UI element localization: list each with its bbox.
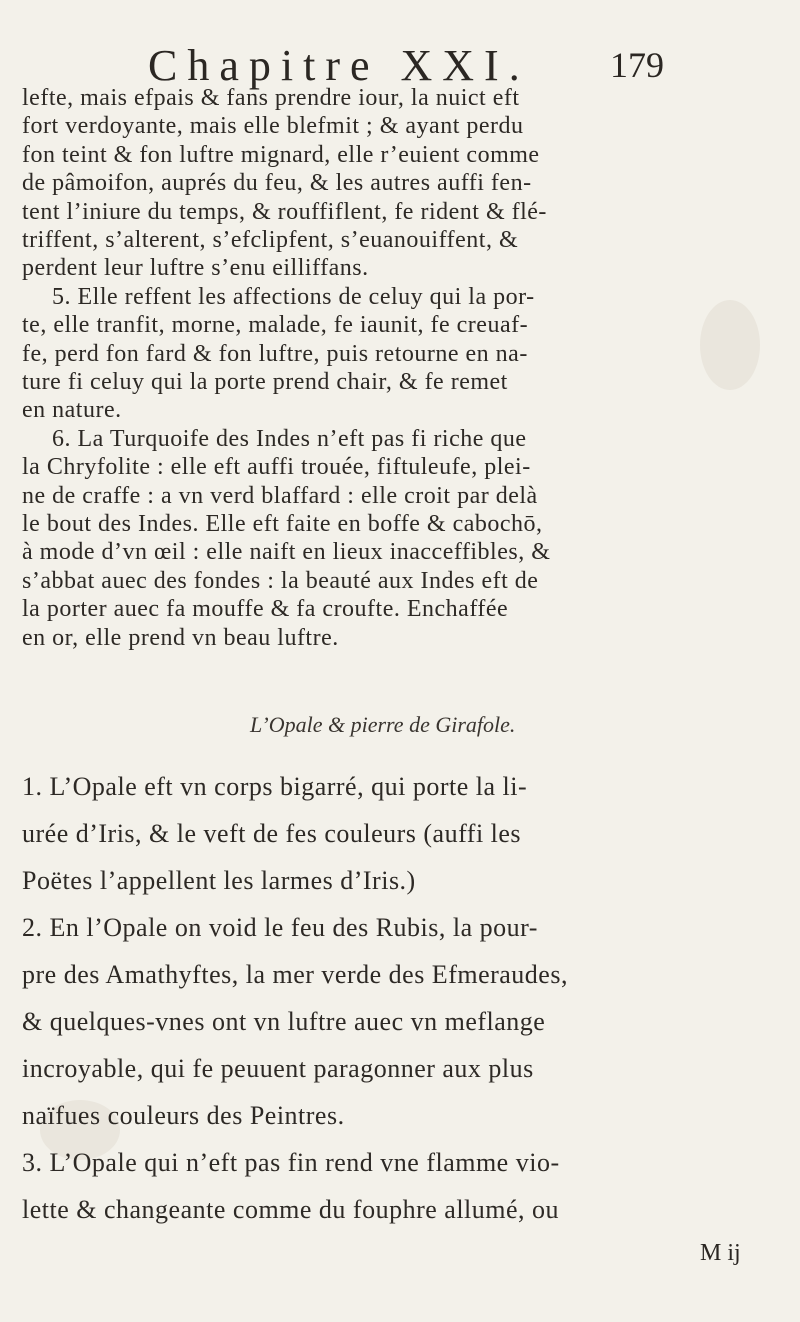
section-title: L’Opale & pierre de Girafole. <box>250 712 516 737</box>
text-line: de pâmoifon, auprés du feu, & les autres auffi fen- <box>22 170 532 197</box>
text-line: urée d’Iris, & le veft de fes couleurs (auffi les <box>22 819 522 848</box>
text-line: à mode d’vn œil : elle naift en lieux inacceffibles, & <box>22 539 551 566</box>
text-line: lette & changeante comme du fouphre allumé, ou <box>22 1195 560 1224</box>
text-line: naïfues couleurs des Peintres. <box>22 1101 345 1130</box>
text-line: 6. La Turquoife des Indes n’eft pas fi riche que <box>52 425 527 452</box>
text-line: s’abbat auec des fondes : la beauté aux Indes eft de <box>22 567 539 594</box>
text-line: en or, elle prend vn beau luftre. <box>22 624 339 651</box>
text-line: Poëtes l’appellent les larmes d’Iris.) <box>22 866 416 895</box>
text-line: la porter auec fa mouffe & fa croufte. Enchaffée <box>22 596 509 623</box>
paper-stain <box>700 300 760 390</box>
chapter-heading: Chapitre XXI. <box>148 41 530 90</box>
text-line: lefte, mais efpais & fans prendre iour, la nuict eft <box>22 85 520 111</box>
text-line: & quelques-vnes ont vn luftre auec vn meflange <box>22 1007 546 1036</box>
text-line: le bout des Indes. Elle eft faite en boffe & cabochō, <box>22 511 543 537</box>
text-line: incroyable, qui fe peuuent paragonner aux plus <box>22 1054 534 1083</box>
text-line: ne de craffe : a vn verd blaffard : elle croit par delà <box>22 482 538 509</box>
text-line: 2. En l’Opale on void le feu des Rubis, la pour- <box>22 913 538 942</box>
text-line: fort verdoyante, mais elle blefmit ; & ayant perdu <box>22 113 524 140</box>
running-header <box>0 40 800 90</box>
text-line: pre des Amathyftes, la mer verde des Efmeraudes, <box>22 960 568 989</box>
text-line: te, elle tranfit, morne, malade, fe iaunit, fe creuaf- <box>22 312 529 339</box>
text-line: perdent leur luftre s’enu eilliffans. <box>22 255 369 282</box>
text-line: triffent, s’alterent, s’efclipfent, s’euanouiffent, & <box>22 227 519 253</box>
text-line: fe, perd fon fard & fon luftre, puis retourne en na- <box>22 340 528 367</box>
text-line: tent l’iniure du temps, & rouffiflent, fe rident & flé- <box>22 198 547 225</box>
text-line: la Chryfolite : elle eft auffi trouée, fiftuleufe, plei- <box>22 454 531 481</box>
text-line: fon teint & fon luftre mignard, elle r’euient comme <box>22 141 540 168</box>
text-line: 3. L’Opale qui n’eft pas fin rend vne flamme vio- <box>22 1148 560 1177</box>
text-line: 5. Elle reffent les affections de celuy qui la por- <box>52 283 535 310</box>
text-line: ture fi celuy qui la porte prend chair, & fe remet <box>22 369 508 395</box>
text-line: 1. L’Opale eft vn corps bigarré, qui porte la li- <box>22 772 528 801</box>
signature-mark: M ij <box>700 1240 741 1266</box>
text-line: en nature. <box>22 397 122 424</box>
page-number: 179 <box>610 45 664 85</box>
